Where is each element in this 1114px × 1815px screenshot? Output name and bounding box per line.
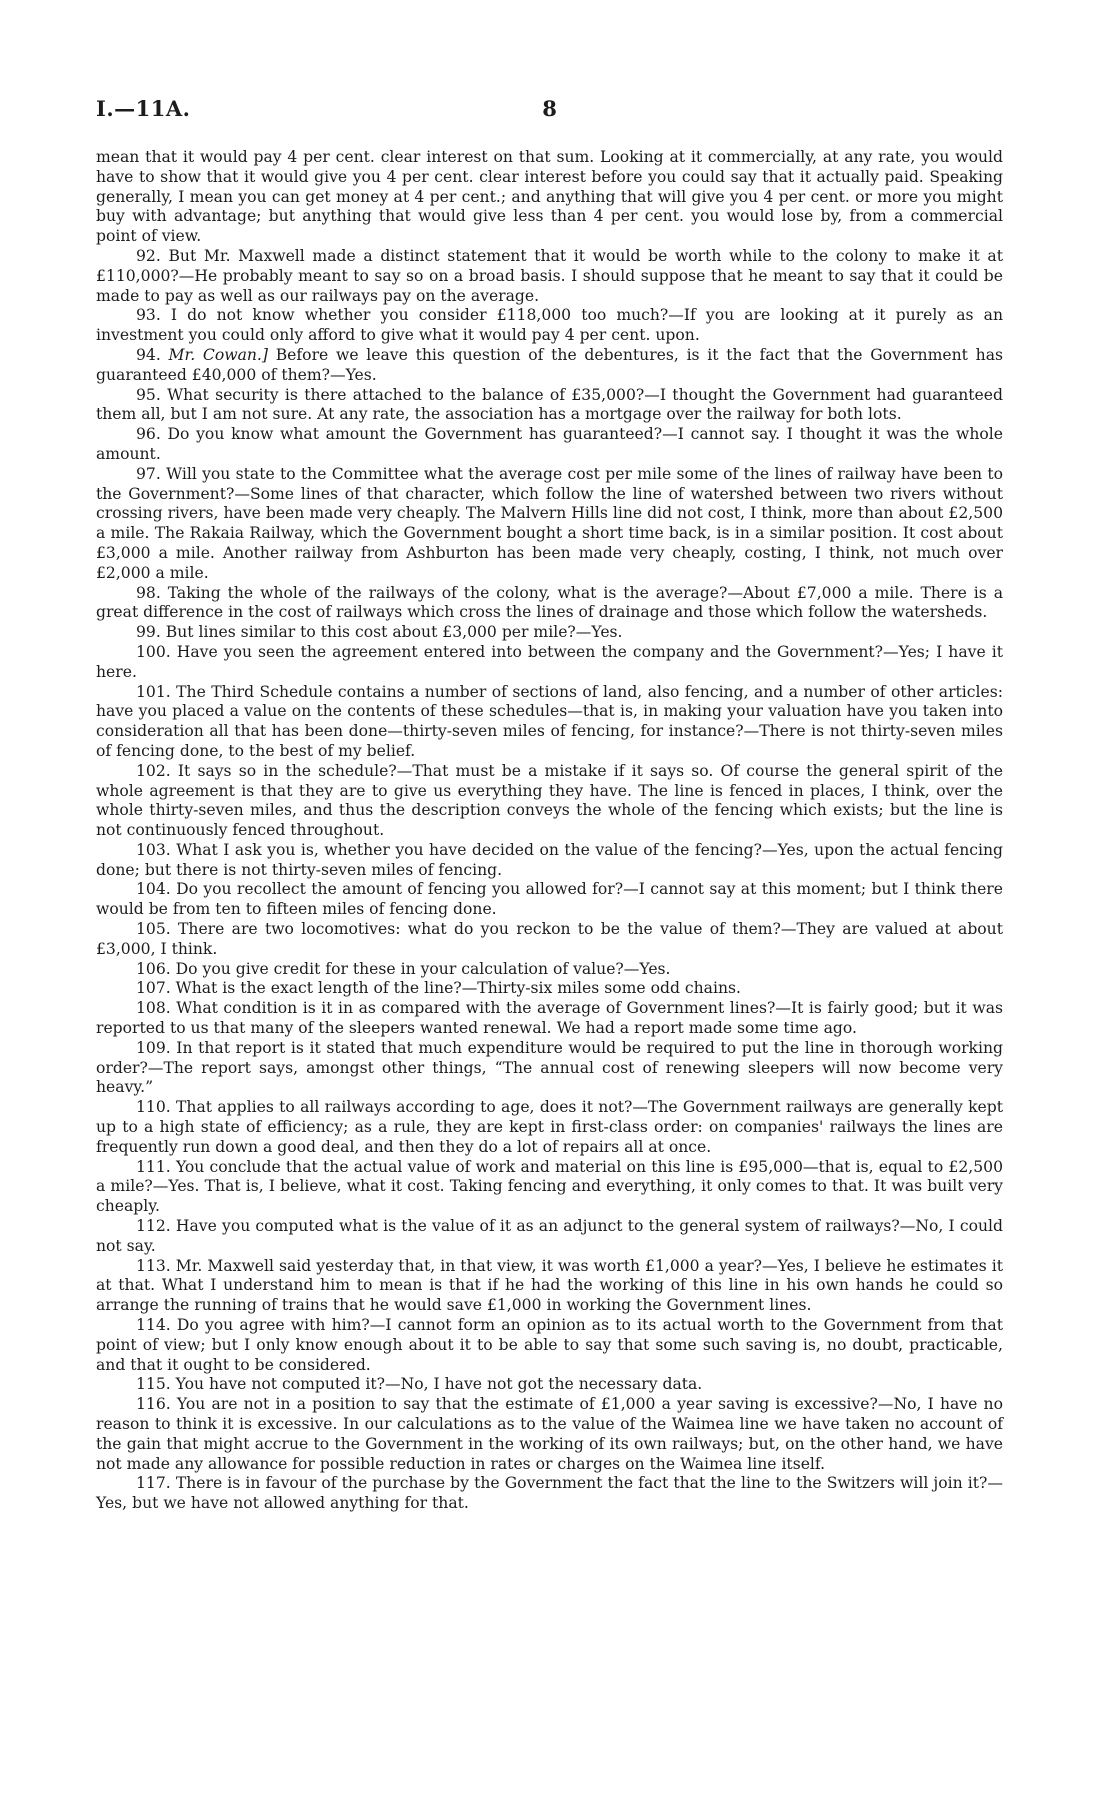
paragraph: 98. Taking the whole of the railways of the colony, what is the average?—About £7,000 a mile. There is a great difference in the cost of railways which cross the lines of drainage and those which follow the watersheds. [96, 583, 1003, 622]
paragraph: 107. What is the exact length of the line?—Thirty-six miles some odd chains. [136, 979, 741, 998]
paragraph: mean that it would pay 4 per cent. clear interest on that sum. Looking at it commercially, at any rate, you would have to show that it would give you 4 per cent. clear interest before you could say that it actually paid. Speaking generally, I mean you can get money at 4 per cent.; and anything that will give you 4 per cent. or more you might buy with advantage; but anything that would give less than 4 per cent. you would lose by, from a commercial point of view. [96, 148, 1003, 246]
question-number: 94. [136, 345, 169, 364]
paragraph: 105. There are two locomotives: what do you reckon to be the value of them?—They are valued at about £3,000, I think. [96, 920, 1003, 958]
paragraph: 110. That applies to all railways according to age, does it not?—The Government railways are generally kept up to a high state of efficiency; as a rule, they are kept in first-class order: on companies' railways the lines are frequently run down a good deal, and then they do a lot of repairs all at once. [96, 1098, 1003, 1156]
paragraph: 109. In that report is it stated that much expenditure would be required to put the line in thorough working order?—The report says, amongst other things, “The annual cost of renewing sleepers will now become very heavy.” [96, 1038, 1003, 1097]
speaker-name: Mr. Cowan.] [168, 345, 268, 364]
paragraph: 106. Do you give credit for these in your calculation of value?—Yes. [136, 959, 671, 978]
paragraph: 102. It says so in the schedule?—That must be a mistake if it says so. Of course the general spirit of the whole agreement is that they are to give us everything they have. The line is fenced in places, I think, over the whole thirty-seven miles, and thus the description conveys the whole of the fencing which exists; but the line is not continuously fenced throughout. [96, 761, 1003, 840]
paragraph-text: Before we leave this question of the debentures, is it the fact that the Government has guaranteed £40,000 of them?—Yes. [96, 345, 1003, 384]
paragraph: 112. Have you computed what is the value of it as an adjunct to the general system of railways?—No, I could not say. [96, 1217, 1003, 1255]
paragraph: 108. What condition is it in as compared with the average of Government lines?—It is fairly good; but it was reported to us that many of the sleepers wanted renewal. We had a report made some time ago. [96, 999, 1003, 1038]
paragraph: 117. There is in favour of the purchase by the Government the fact that the line to the Switzers will join it?—Yes, but we have not allowed anything for that. [96, 1474, 1003, 1513]
page-header [96, 96, 1003, 136]
page-number: 8 [542, 96, 557, 121]
document-body [96, 148, 1003, 1514]
paragraph: 96. Do you know what amount the Government has guaranteed?—I cannot say. I thought it was the whole amount. [96, 425, 1003, 463]
paragraph: 103. What I ask you is, whether you have decided on the value of the fencing?—Yes, upon the actual fencing done; but there is not thirty-seven miles of fencing. [96, 840, 1003, 879]
paragraph: 101. The Third Schedule contains a number of sections of land, also fencing, and a number of other articles: have you placed a value on the contents of these schedules—that is, in making your valuation have you taken into consideration all that has been done—thirty-seven miles of fencing, for instance?—There is not thirty-seven miles of fencing done, to the best of my belief. [96, 682, 1003, 760]
paragraph: 114. Do you agree with him?—I cannot form an opinion as to its actual worth to the Government from that point of view; but I only know enough about it to be able to say that some such saving is, no doubt, practicable, and that it ought to be considered. [96, 1316, 1003, 1374]
paragraph: 95. What security is there attached to the balance of £35,000?—I thought the Government had guaranteed them all, but I am not sure. At any rate, the association has a mortgage over the railway for both lots. [96, 385, 1003, 424]
paragraph: 97. Will you state to the Committee what the average cost per mile some of the lines of railway have been to the Government?—Some lines of that character, which follow the line of watershed between two rivers without crossing rivers, have been made very cheaply. The Malvern Hills line did not cost, I think, more than about £2,500 a mile. The Rakaia Railway, which the Government bought a short time back, is in a similar position. It cost about £3,000 a mile. Another railway from Ashburton has been made very cheaply, costing, I think, not much over £2,000 a mile. [96, 464, 1003, 582]
paragraph: 104. Do you recollect the amount of fencing you allowed for?—I cannot say at this moment; but I think there would be from ten to fifteen miles of fencing done. [96, 880, 1003, 919]
document-page [96, 96, 1003, 1514]
paragraph: 93. I do not know whether you consider £118,000 too much?—If you are looking at it purely as an investment you could only afford to give what it would pay 4 per cent. upon. [96, 306, 1003, 345]
paragraph: 100. Have you seen the agreement entered into between the company and the Government?—Yes; I have it here. [96, 642, 1003, 681]
paragraph: 92. But Mr. Maxwell made a distinct statement that it would be worth while to the colony to make it at £110,000?—He probably meant to say so on a broad basis. I should suppose that he meant to say that it could be made to pay as well as our railways pay on the average. [96, 246, 1003, 305]
document-reference: I.—11A. [96, 96, 191, 121]
paragraph: 111. You conclude that the actual value of work and material on this line is £95,000—that is, equal to £2,500 a mile?—Yes. That is, I believe, what it cost. Taking fencing and everything, it only comes to that. It was built very cheaply. [96, 1157, 1003, 1216]
paragraph [96, 346, 1003, 386]
paragraph: 116. You are not in a position to say that the estimate of £1,000 a year saving is excessive?—No, I have no reason to think it is excessive. In our calculations as to the value of the Waimea line we have taken no account of the gain that might accrue to the Government in the working of its own railways; but, on the other hand, we have not made any allowance for possible reduction in rates or charges on the Waimea line itself. [96, 1395, 1003, 1473]
paragraph: 99. But lines similar to this cost about £3,000 per mile?—Yes. [136, 623, 623, 642]
paragraph: 113. Mr. Maxwell said yesterday that, in that view, it was worth £1,000 a year?—Yes, I believe he estimates it at that. What I understand him to mean is that if he had the working of this line in his own hands he could so arrange the running of trains that he would save £1,000 in working the Government lines. [96, 1256, 1003, 1315]
paragraph: 115. You have not computed it?—No, I have not got the necessary data. [136, 1375, 703, 1394]
